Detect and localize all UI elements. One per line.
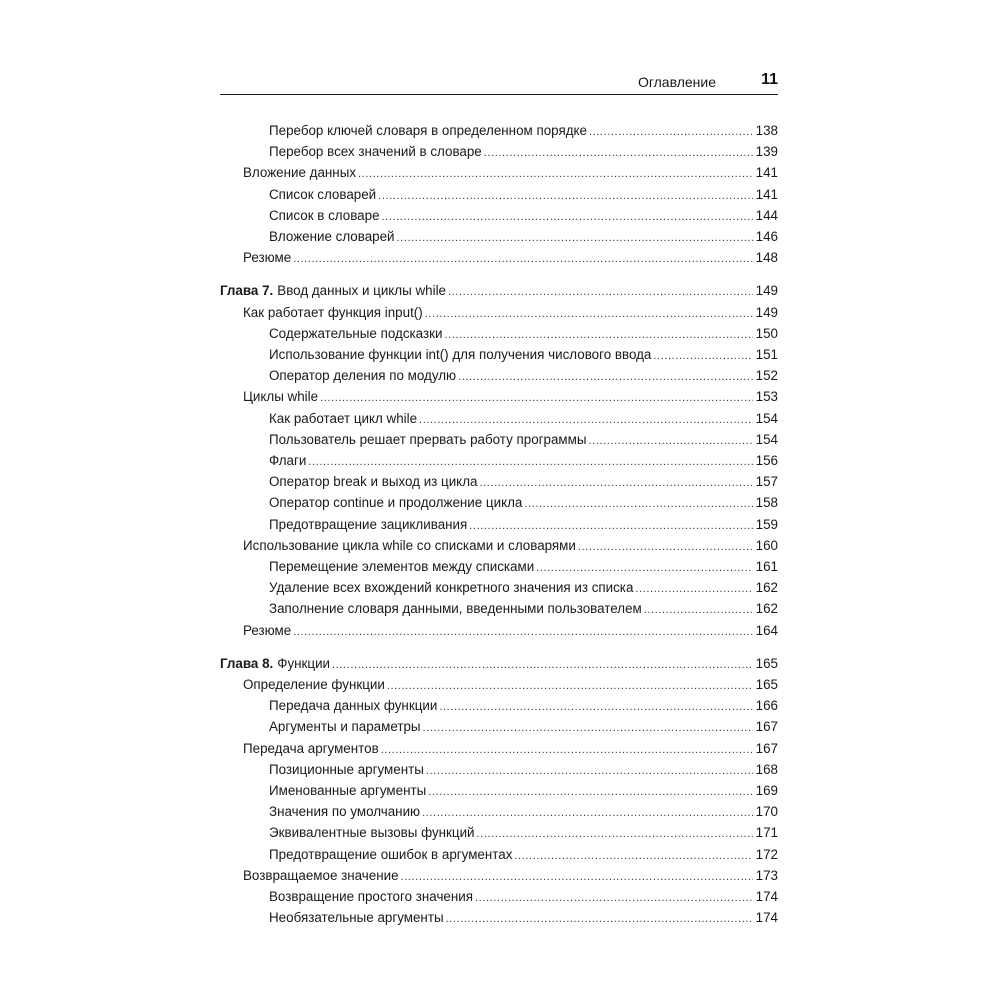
toc-entry-title: Возвращение простого значения	[269, 889, 473, 904]
toc-entry-title: Оператор continue и продолжение цикла	[269, 495, 523, 511]
toc-dot-leader	[469, 516, 752, 537]
toc-dot-leader	[458, 367, 753, 388]
toc-entry	[269, 822, 778, 843]
toc-entry	[269, 226, 778, 247]
toc-dot-leader	[293, 249, 752, 270]
toc-entry-title: Оператор деления по модулю	[269, 368, 457, 384]
toc-entry-title: Перебор ключей словаря в определенном порядке	[269, 123, 587, 138]
toc-entry-label	[269, 408, 417, 429]
toc-page-number: 146	[755, 229, 778, 244]
toc-entry-title: Ввод данных и циклы while	[277, 283, 446, 299]
toc-entry-label	[269, 492, 522, 513]
toc-page-number: 141	[755, 186, 778, 202]
toc-dot-leader	[423, 718, 753, 739]
toc-page-number: 144	[755, 207, 778, 223]
toc-entry-title: Определение функции	[243, 677, 385, 692]
toc-dot-leader	[446, 909, 753, 930]
toc-entry-title: Значения по умолчанию	[269, 804, 421, 820]
toc-entry-label	[269, 801, 420, 822]
toc-entry-label	[269, 344, 651, 365]
toc-dot-leader	[514, 846, 752, 867]
toc-page-number: 149	[755, 283, 778, 299]
toc-entry	[243, 386, 778, 407]
toc-entry-label	[243, 162, 356, 183]
toc-entry-title: Позиционные аргументы	[269, 761, 424, 777]
toc-dot-leader	[332, 655, 753, 676]
toc-entry-title: Функции	[277, 655, 331, 671]
toc-entry-title: Использование функции int() для получения числового ввода	[269, 347, 652, 362]
toc-entry-title: Содержательные подсказки	[269, 325, 443, 341]
toc-dot-leader	[484, 143, 753, 164]
toc-entry-title: Оператор break и выход из цикла	[269, 474, 478, 490]
toc-entry-title: Резюме	[243, 622, 292, 638]
toc-page-number: 154	[755, 410, 778, 426]
toc-entry-label	[220, 280, 446, 301]
toc-dot-leader	[358, 164, 753, 185]
toc-entry-label	[269, 886, 473, 907]
toc-dot-leader	[422, 803, 753, 824]
toc-dot-leader	[536, 558, 752, 579]
toc-entry	[243, 302, 778, 323]
toc-entry	[269, 695, 778, 716]
toc-dot-leader	[426, 761, 753, 782]
toc-entry	[269, 323, 778, 344]
toc-dot-leader	[320, 388, 753, 409]
toc-dot-leader	[635, 579, 752, 600]
toc-dot-leader	[589, 122, 753, 143]
toc-entry	[269, 886, 778, 907]
toc-page-number: 160	[755, 537, 778, 553]
toc-entry	[269, 471, 778, 492]
toc-dot-leader	[378, 186, 752, 207]
toc-page-number: 138	[755, 123, 778, 138]
toc-entry-title: Возвращаемое значение	[243, 867, 399, 883]
toc-entry-label	[269, 716, 421, 737]
toc-entry-title: Как работает цикл while	[269, 410, 418, 426]
toc-dot-leader	[479, 473, 752, 494]
toc-page-number: 162	[755, 580, 778, 596]
toc-entry	[243, 535, 778, 556]
toc-dot-leader	[578, 537, 753, 558]
toc-entry	[269, 184, 778, 205]
toc-entry	[243, 247, 778, 268]
toc-entry-title: Передача данных функции	[269, 698, 438, 714]
toc-dot-leader	[381, 740, 753, 761]
toc-entry	[243, 738, 778, 759]
toc-page-number: 165	[755, 677, 778, 692]
toc-dot-leader	[401, 867, 753, 888]
toc-entry-title: Необязательные аргументы	[269, 910, 444, 926]
toc-entry	[243, 865, 778, 886]
toc-entry-label	[243, 674, 385, 695]
toc-page-number: 167	[755, 719, 778, 735]
toc-entry-label	[243, 620, 291, 641]
toc-page-number: 157	[755, 474, 778, 490]
toc-page-number: 152	[755, 368, 778, 384]
toc-entry-label	[269, 365, 456, 386]
toc-dot-leader	[477, 824, 753, 845]
toc-entry-label	[269, 844, 512, 865]
toc-entry	[269, 365, 778, 386]
toc-entry-title: Использование цикла while со списками и словарями	[243, 537, 576, 553]
toc-chapter-entry	[220, 280, 778, 301]
toc-entry-label	[269, 780, 426, 801]
toc-entry-label	[269, 514, 467, 535]
toc-entry-label	[269, 577, 633, 598]
toc-page-number: 154	[755, 431, 778, 447]
toc-entry-label	[269, 759, 424, 780]
toc-entry	[269, 801, 778, 822]
toc-dot-leader	[428, 782, 752, 803]
toc-dot-leader	[588, 431, 752, 452]
toc-entry-label	[269, 556, 534, 577]
toc-page-number: 139	[755, 144, 778, 160]
toc-entry-title: Список в словаре	[269, 207, 380, 223]
toc-dot-leader	[425, 304, 753, 325]
toc-entry-title: Удаление всех вхождений конкретного значения из списка	[269, 580, 634, 596]
toc-entry	[243, 620, 778, 641]
toc-page-number: 168	[755, 761, 778, 777]
toc-chapter-entry	[220, 653, 778, 674]
toc-entry-label	[269, 598, 642, 619]
toc-entry	[269, 780, 778, 801]
toc-dot-leader	[444, 325, 752, 346]
toc-entry-label	[269, 822, 475, 843]
toc-entry-title: Перебор всех значений в словаре	[269, 144, 482, 160]
toc-page-number: 153	[755, 389, 778, 405]
toc-entry-title: Вложение данных	[243, 165, 357, 181]
toc-entry-title: Аргументы и параметры	[269, 719, 421, 735]
toc-entry-title: Резюме	[243, 250, 292, 266]
toc-entry	[269, 205, 778, 226]
toc-entry-label	[269, 323, 442, 344]
toc-dot-leader	[439, 697, 752, 718]
toc-page-number: 141	[755, 165, 778, 181]
toc-entry	[269, 907, 778, 928]
toc-entry-label	[269, 141, 482, 162]
toc-entry-title: Циклы while	[243, 389, 319, 405]
toc-entry-label	[269, 184, 376, 205]
toc-chapter-number: Глава 8.	[220, 655, 274, 671]
toc-entry	[269, 759, 778, 780]
toc-entry	[269, 408, 778, 429]
toc-entry-label	[243, 386, 318, 407]
toc-entry-label	[269, 429, 586, 450]
toc-entry-label	[269, 471, 477, 492]
toc-page-number: 162	[755, 601, 778, 617]
toc-entry	[269, 141, 778, 162]
toc-dot-leader	[419, 410, 753, 431]
toc-entry	[269, 429, 778, 450]
toc-entry-title: Флаги	[269, 453, 307, 468]
toc-entry-title: Эквивалентные вызовы функций	[269, 825, 475, 841]
toc-entry-label	[220, 653, 330, 674]
toc-entry-title: Предотвращение ошибок в аргументах	[269, 846, 513, 862]
toc-entry-label	[243, 865, 399, 886]
toc-page-number: 148	[755, 250, 778, 266]
header-page-number: 11	[761, 71, 778, 88]
toc-page-number: 149	[755, 304, 778, 320]
toc-page-number: 158	[755, 495, 778, 511]
toc-entry	[269, 598, 778, 619]
toc-page-number: 169	[755, 783, 778, 798]
toc-chapter-number: Глава 7.	[220, 283, 274, 299]
toc-entry	[269, 120, 778, 141]
toc-entry-label	[269, 120, 587, 141]
toc-page-number: 166	[755, 698, 778, 714]
toc-entry-label	[243, 535, 576, 556]
toc-page-number: 151	[755, 347, 778, 362]
toc-entry	[243, 674, 778, 695]
toc-dot-leader	[382, 207, 753, 228]
toc-entry-title: Заполнение словаря данными, введенными пользователем	[269, 601, 642, 617]
toc-dot-leader	[293, 622, 752, 643]
toc-entry-title: Пользователь решает прервать работу программы	[269, 431, 587, 447]
header-title: Оглавление	[637, 74, 716, 90]
toc-dot-leader	[308, 452, 752, 473]
toc-page-number: 150	[755, 325, 778, 341]
toc-entry	[269, 844, 778, 865]
toc-entry-title: Перемещение элементов между списками	[269, 559, 535, 574]
toc-page-number: 165	[755, 655, 778, 671]
toc-entry-label	[243, 247, 291, 268]
toc-dot-leader	[448, 282, 753, 303]
toc-dot-leader	[397, 228, 753, 249]
toc-entry-label	[243, 302, 423, 323]
toc-entry	[269, 492, 778, 513]
toc-dot-leader	[653, 346, 752, 367]
toc-page-number: 174	[755, 889, 778, 904]
toc-page-number: 159	[755, 516, 778, 532]
toc-entry-title: Как работает функция input()	[243, 304, 423, 320]
toc-entry	[243, 162, 778, 183]
toc-entry-title: Вложение словарей	[269, 229, 395, 244]
toc-page-number: 172	[755, 846, 778, 862]
toc-entry-title: Передача аргументов	[243, 740, 379, 756]
toc-page-number: 174	[755, 910, 778, 926]
toc-entry-label	[269, 695, 437, 716]
toc-entry-title: Список словарей	[269, 186, 377, 202]
toc-dot-leader	[524, 494, 752, 515]
toc-page-number: 173	[755, 867, 778, 883]
toc-entry-title: Предотвращение зацикливания	[269, 516, 468, 532]
toc-entry-label	[269, 226, 395, 247]
running-header	[220, 72, 778, 95]
toc-page-number: 156	[755, 453, 778, 468]
toc-dot-leader	[644, 600, 753, 621]
toc-entry	[269, 577, 778, 598]
toc-entry-label	[269, 205, 380, 226]
toc-entry-title: Именованные аргументы	[269, 783, 427, 798]
toc-entry	[269, 450, 778, 471]
toc-entry	[269, 344, 778, 365]
toc-entry	[269, 556, 778, 577]
toc-dot-leader	[475, 888, 753, 909]
toc-entry-label	[243, 738, 379, 759]
toc-page-number: 161	[755, 559, 778, 574]
toc-dot-leader	[387, 676, 753, 697]
toc-entry-label	[269, 450, 306, 471]
toc-entry	[269, 514, 778, 535]
toc-page-number: 170	[755, 804, 778, 820]
toc-page-number: 164	[755, 622, 778, 638]
toc-page-number: 171	[755, 825, 778, 841]
toc-entry	[269, 716, 778, 737]
toc-page-number: 167	[755, 740, 778, 756]
toc-entry-label	[269, 907, 444, 928]
